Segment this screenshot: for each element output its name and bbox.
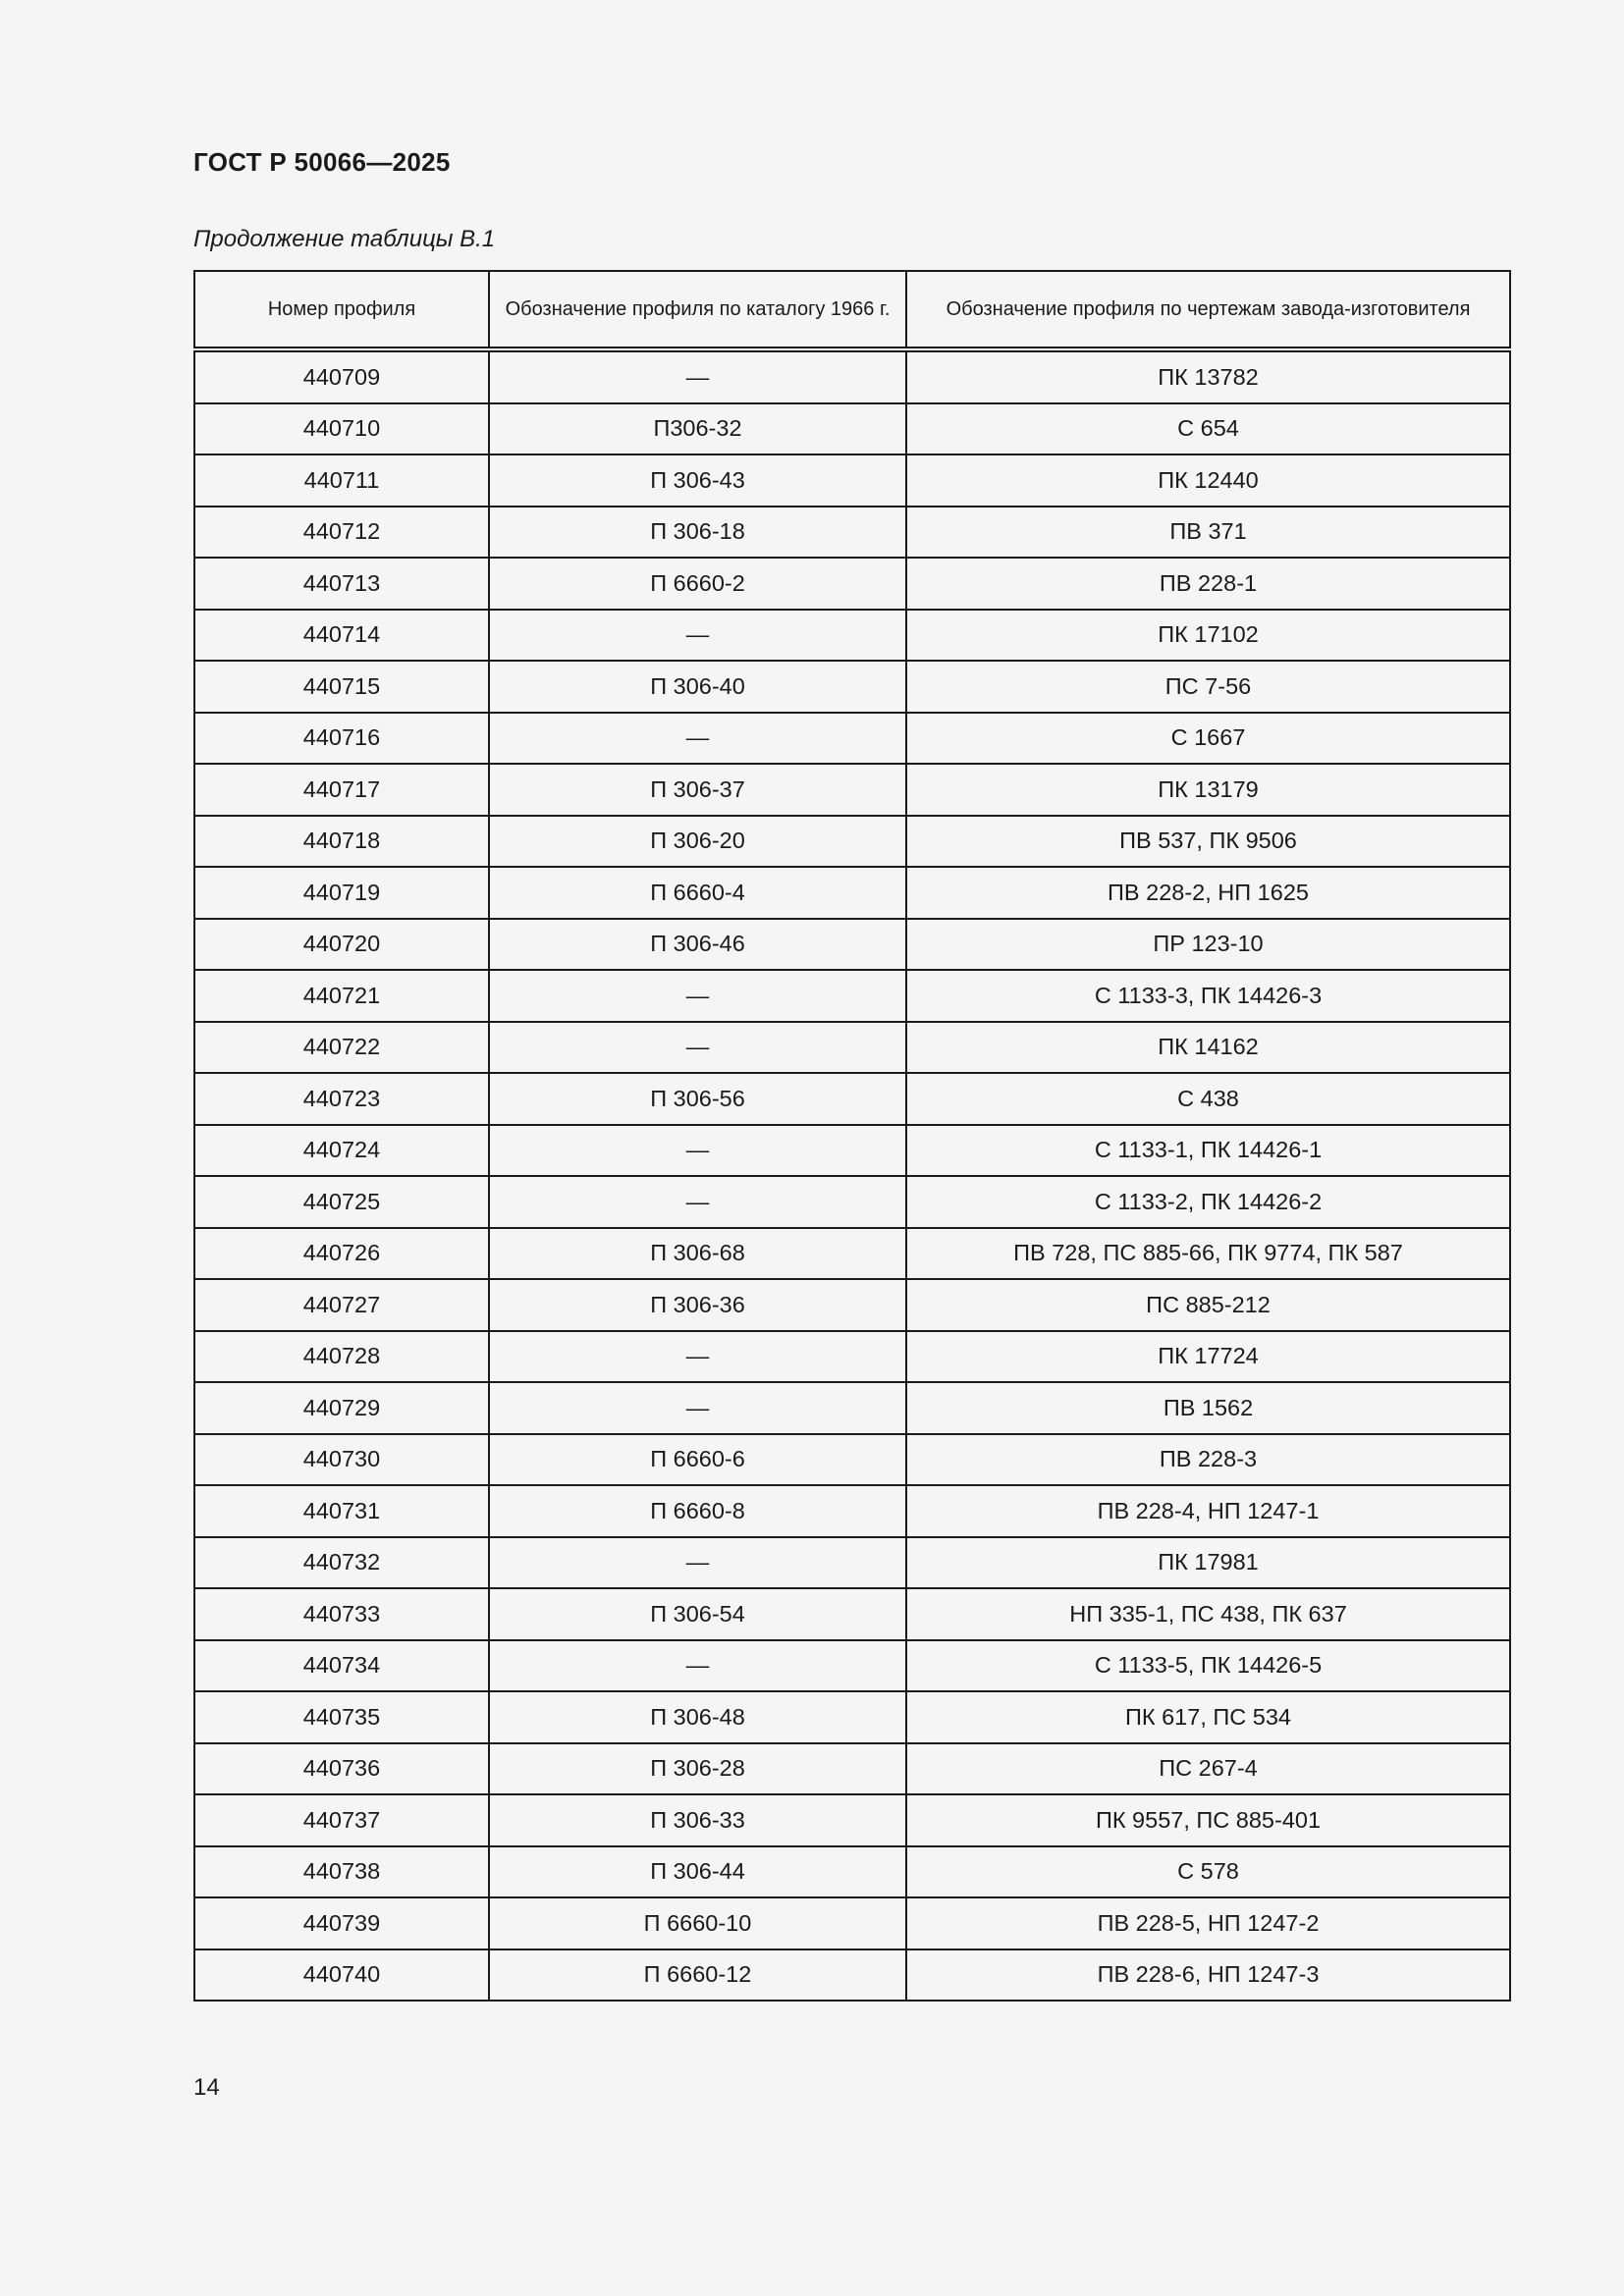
cell-catalog-designation: П 6660-4: [489, 867, 906, 919]
cell-catalog-designation: —: [489, 970, 906, 1022]
table-row: [194, 919, 1510, 971]
table-row: [194, 403, 1510, 455]
table-row: [194, 1022, 1510, 1074]
cell-catalog-designation: П 6660-8: [489, 1485, 906, 1537]
table-row: [194, 1588, 1510, 1640]
cell-catalog-designation: П 306-48: [489, 1691, 906, 1743]
cell-profile-number: 440726: [194, 1228, 489, 1280]
cell-catalog-designation: П 306-44: [489, 1846, 906, 1898]
cell-catalog-designation: —: [489, 1640, 906, 1692]
cell-catalog-designation: —: [489, 713, 906, 765]
cell-factory-designation: ПВ 728, ПС 885-66, ПК 9774, ПК 587: [906, 1228, 1510, 1280]
cell-catalog-designation: —: [489, 1382, 906, 1434]
cell-catalog-designation: П306-32: [489, 403, 906, 455]
table-header-row: [194, 271, 1510, 349]
cell-catalog-designation: —: [489, 1176, 906, 1228]
table-row: [194, 1846, 1510, 1898]
table-row: [194, 1743, 1510, 1795]
table-row: [194, 1897, 1510, 1949]
table-row: [194, 713, 1510, 765]
cell-factory-designation: С 1667: [906, 713, 1510, 765]
cell-profile-number: 440724: [194, 1125, 489, 1177]
column-header-factory-designation: Обозначение профиля по чертежам завода-изготовителя: [906, 271, 1510, 349]
cell-factory-designation: ПС 7-56: [906, 661, 1510, 713]
cell-factory-designation: ПВ 371: [906, 507, 1510, 559]
cell-profile-number: 440731: [194, 1485, 489, 1537]
table-row: [194, 507, 1510, 559]
document-header: ГОСТ Р 50066—2025: [193, 147, 451, 177]
cell-factory-designation: ПВ 1562: [906, 1382, 1510, 1434]
cell-profile-number: 440716: [194, 713, 489, 765]
table-row: [194, 1434, 1510, 1486]
cell-profile-number: 440723: [194, 1073, 489, 1125]
table-body: [194, 349, 1510, 2001]
cell-profile-number: 440712: [194, 507, 489, 559]
table-row: [194, 1949, 1510, 2002]
table-row: [194, 764, 1510, 816]
cell-factory-designation: С 1133-1, ПК 14426-1: [906, 1125, 1510, 1177]
cell-catalog-designation: П 306-56: [489, 1073, 906, 1125]
cell-profile-number: 440717: [194, 764, 489, 816]
cell-factory-designation: ПВ 228-4, НП 1247-1: [906, 1485, 1510, 1537]
cell-catalog-designation: —: [489, 1022, 906, 1074]
table-row: [194, 1176, 1510, 1228]
cell-profile-number: 440721: [194, 970, 489, 1022]
cell-catalog-designation: П 306-46: [489, 919, 906, 971]
cell-factory-designation: ПВ 537, ПК 9506: [906, 816, 1510, 868]
table-row: [194, 349, 1510, 403]
cell-factory-designation: ПК 13179: [906, 764, 1510, 816]
cell-factory-designation: С 654: [906, 403, 1510, 455]
cell-profile-number: 440719: [194, 867, 489, 919]
cell-profile-number: 440740: [194, 1949, 489, 2002]
cell-factory-designation: ПК 17724: [906, 1331, 1510, 1383]
cell-profile-number: 440718: [194, 816, 489, 868]
cell-factory-designation: ПК 12440: [906, 454, 1510, 507]
column-header-profile-number: Номер профиля: [194, 271, 489, 349]
cell-factory-designation: С 438: [906, 1073, 1510, 1125]
cell-profile-number: 440709: [194, 349, 489, 403]
table-row: [194, 1691, 1510, 1743]
profiles-table: [193, 270, 1511, 2002]
cell-factory-designation: С 1133-5, ПК 14426-5: [906, 1640, 1510, 1692]
cell-factory-designation: ПК 17102: [906, 610, 1510, 662]
column-header-catalog-designation: Обозначение профиля по каталогу 1966 г.: [489, 271, 906, 349]
cell-profile-number: 440733: [194, 1588, 489, 1640]
cell-profile-number: 440715: [194, 661, 489, 713]
table-row: [194, 1331, 1510, 1383]
cell-factory-designation: ПК 13782: [906, 349, 1510, 403]
table-row: [194, 1073, 1510, 1125]
cell-catalog-designation: П 306-54: [489, 1588, 906, 1640]
cell-factory-designation: ПВ 228-3: [906, 1434, 1510, 1486]
cell-profile-number: 440728: [194, 1331, 489, 1383]
cell-factory-designation: ПК 14162: [906, 1022, 1510, 1074]
cell-factory-designation: ПВ 228-6, НП 1247-3: [906, 1949, 1510, 2002]
cell-profile-number: 440732: [194, 1537, 489, 1589]
cell-catalog-designation: П 6660-6: [489, 1434, 906, 1486]
cell-catalog-designation: —: [489, 610, 906, 662]
cell-profile-number: 440729: [194, 1382, 489, 1434]
table-row: [194, 1794, 1510, 1846]
cell-catalog-designation: П 306-28: [489, 1743, 906, 1795]
table-row: [194, 610, 1510, 662]
table-row: [194, 1125, 1510, 1177]
cell-profile-number: 440725: [194, 1176, 489, 1228]
table-row: [194, 816, 1510, 868]
cell-catalog-designation: П 306-33: [489, 1794, 906, 1846]
table-caption: Продолжение таблицы В.1: [193, 226, 496, 252]
table-row: [194, 970, 1510, 1022]
cell-factory-designation: С 1133-2, ПК 14426-2: [906, 1176, 1510, 1228]
cell-catalog-designation: П 6660-12: [489, 1949, 906, 2002]
cell-profile-number: 440734: [194, 1640, 489, 1692]
cell-profile-number: 440714: [194, 610, 489, 662]
cell-profile-number: 440722: [194, 1022, 489, 1074]
table-row: [194, 1279, 1510, 1331]
cell-profile-number: 440739: [194, 1897, 489, 1949]
cell-catalog-designation: П 306-37: [489, 764, 906, 816]
cell-factory-designation: ПК 9557, ПС 885-401: [906, 1794, 1510, 1846]
cell-factory-designation: ПР 123-10: [906, 919, 1510, 971]
cell-factory-designation: ПВ 228-1: [906, 558, 1510, 610]
cell-factory-designation: ПВ 228-5, НП 1247-2: [906, 1897, 1510, 1949]
table-row: [194, 867, 1510, 919]
cell-catalog-designation: —: [489, 1331, 906, 1383]
cell-catalog-designation: —: [489, 1125, 906, 1177]
cell-catalog-designation: П 306-40: [489, 661, 906, 713]
cell-catalog-designation: П 306-20: [489, 816, 906, 868]
cell-profile-number: 440713: [194, 558, 489, 610]
table-row: [194, 1640, 1510, 1692]
cell-profile-number: 440737: [194, 1794, 489, 1846]
table-row: [194, 661, 1510, 713]
cell-profile-number: 440736: [194, 1743, 489, 1795]
cell-factory-designation: ПВ 228-2, НП 1625: [906, 867, 1510, 919]
cell-factory-designation: ПС 885-212: [906, 1279, 1510, 1331]
cell-catalog-designation: П 6660-10: [489, 1897, 906, 1949]
cell-profile-number: 440730: [194, 1434, 489, 1486]
table-row: [194, 558, 1510, 610]
cell-factory-designation: ПС 267-4: [906, 1743, 1510, 1795]
cell-profile-number: 440720: [194, 919, 489, 971]
cell-factory-designation: С 578: [906, 1846, 1510, 1898]
cell-factory-designation: С 1133-3, ПК 14426-3: [906, 970, 1510, 1022]
cell-factory-designation: НП 335-1, ПС 438, ПК 637: [906, 1588, 1510, 1640]
cell-catalog-designation: П 306-18: [489, 507, 906, 559]
cell-catalog-designation: П 6660-2: [489, 558, 906, 610]
page-number: 14: [193, 2074, 220, 2101]
cell-factory-designation: ПК 617, ПС 534: [906, 1691, 1510, 1743]
cell-profile-number: 440711: [194, 454, 489, 507]
table-row: [194, 454, 1510, 507]
cell-catalog-designation: П 306-36: [489, 1279, 906, 1331]
table-row: [194, 1228, 1510, 1280]
cell-factory-designation: ПК 17981: [906, 1537, 1510, 1589]
table-row: [194, 1485, 1510, 1537]
cell-profile-number: 440710: [194, 403, 489, 455]
cell-profile-number: 440738: [194, 1846, 489, 1898]
cell-profile-number: 440735: [194, 1691, 489, 1743]
cell-catalog-designation: —: [489, 1537, 906, 1589]
cell-catalog-designation: —: [489, 349, 906, 403]
cell-catalog-designation: П 306-68: [489, 1228, 906, 1280]
cell-catalog-designation: П 306-43: [489, 454, 906, 507]
table-row: [194, 1537, 1510, 1589]
table-row: [194, 1382, 1510, 1434]
cell-profile-number: 440727: [194, 1279, 489, 1331]
